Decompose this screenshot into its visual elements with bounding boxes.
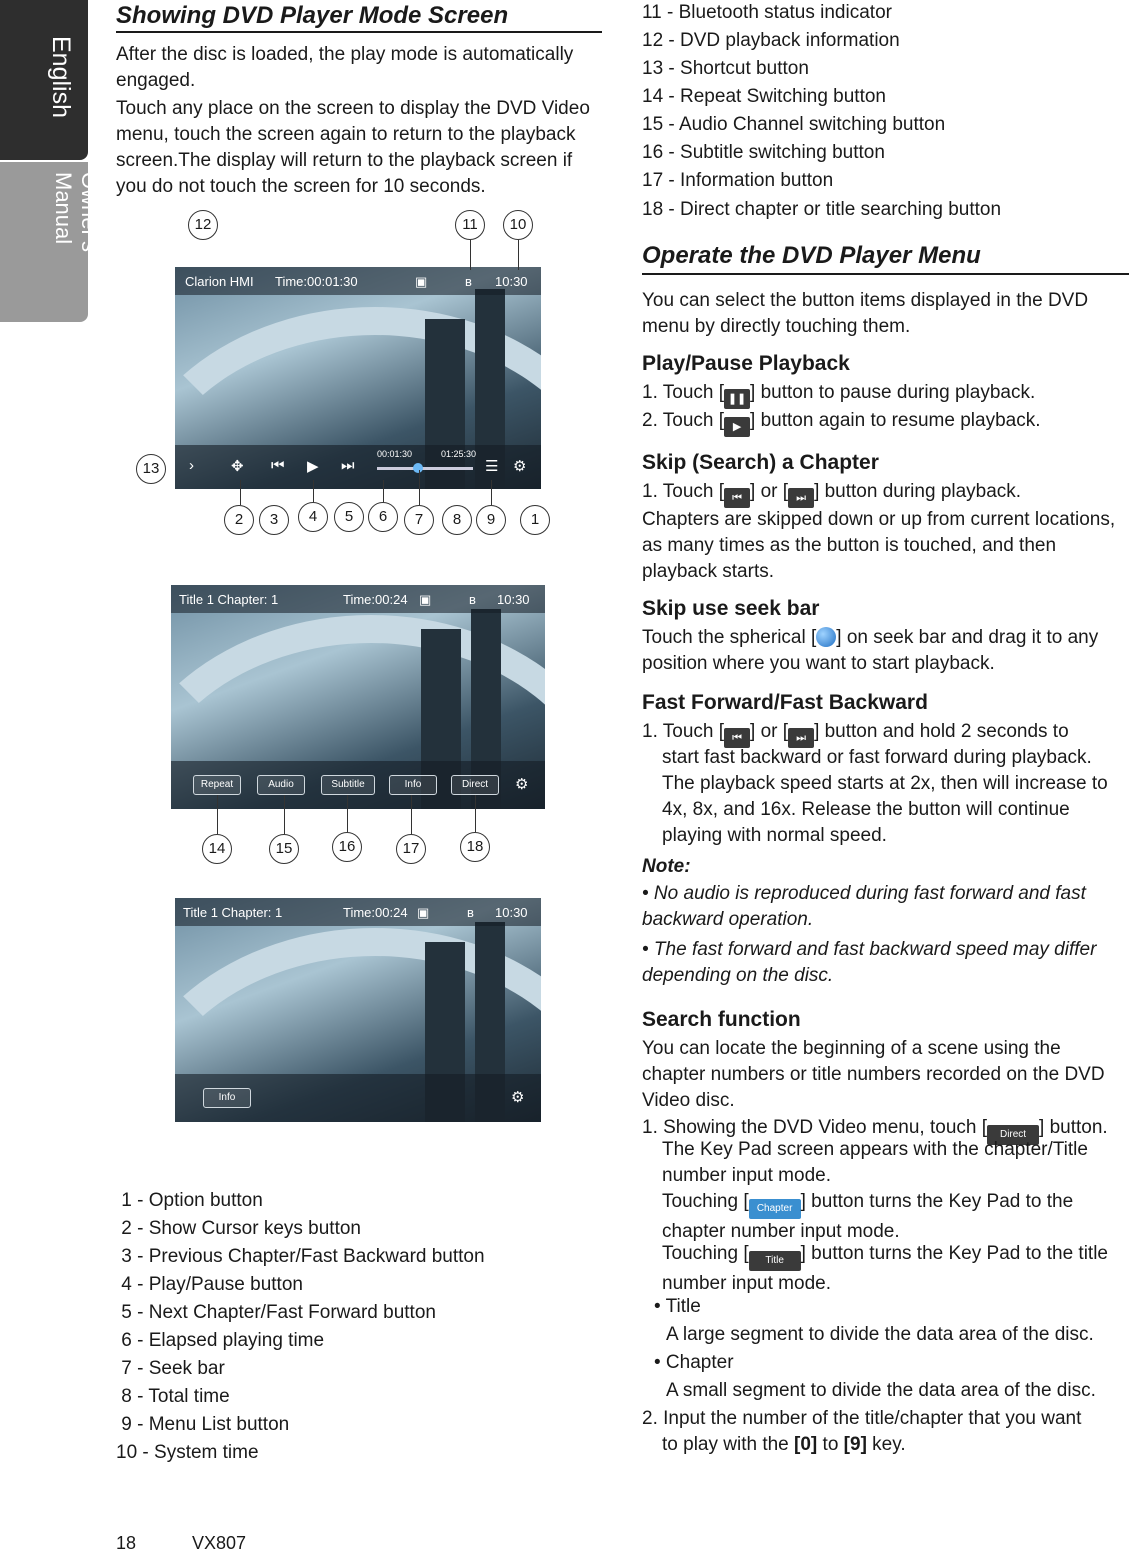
callout-14: 14 bbox=[202, 834, 232, 864]
title-button-icon: Title bbox=[749, 1251, 801, 1271]
system-clock: 10:30 bbox=[497, 592, 530, 607]
legend-item: 9 - Menu List button bbox=[116, 1414, 290, 1435]
chapter-desc: A small segment to divide the data area of the disc. bbox=[666, 1380, 1096, 1401]
callout-6: 6 bbox=[368, 502, 398, 532]
callout-5: 5 bbox=[334, 502, 364, 532]
status-bar bbox=[175, 267, 541, 295]
callout-10: 10 bbox=[503, 210, 533, 240]
previous-icon: ⏮ bbox=[724, 728, 750, 748]
title-chapter-info: Title 1 Chapter: 1 bbox=[183, 905, 283, 920]
callout-8: 8 bbox=[442, 505, 472, 535]
seek-body: Touch the spherical [ ] on seek bar and drag it to any position where you want to start playback. bbox=[642, 627, 1099, 674]
gear-icon[interactable]: ⚙ bbox=[513, 458, 527, 475]
dvd-icon: ▣ bbox=[419, 592, 432, 607]
page-number: 18 bbox=[116, 1533, 137, 1549]
legend-item: 14 - Repeat Switching button bbox=[642, 86, 886, 107]
pause-icon: ❚❚ bbox=[724, 389, 750, 409]
legend-item: 18 - Direct chapter or title searching button bbox=[642, 199, 1002, 220]
chapter-bullet: • Chapter bbox=[654, 1352, 734, 1373]
dvd-screen-info bbox=[175, 898, 541, 1122]
chapter-button-icon: Chapter bbox=[749, 1199, 801, 1219]
direct-button[interactable]: Direct bbox=[451, 775, 499, 795]
repeat-button[interactable]: Repeat bbox=[193, 775, 241, 795]
title-chapter-info: Title 1 Chapter: 1 bbox=[179, 592, 279, 607]
direct-button-icon: Direct bbox=[987, 1125, 1039, 1145]
subtitle-button[interactable]: Subtitle bbox=[321, 775, 375, 795]
bluetooth-icon: ʙ bbox=[467, 905, 474, 920]
seek-handle[interactable] bbox=[413, 463, 423, 473]
skip-step-1: 1. Touch [ ⏮ ] or [ ⏭ ] button during playback. bbox=[642, 479, 1021, 508]
shortcut-icon[interactable]: › bbox=[189, 457, 194, 474]
bluetooth-icon: ʙ bbox=[469, 592, 476, 607]
callout-3: 3 bbox=[259, 505, 289, 535]
legend-item: 1 - Option button bbox=[116, 1190, 263, 1211]
next-icon[interactable]: ⏭ bbox=[341, 457, 355, 474]
menu-list-icon[interactable]: ☰ bbox=[485, 458, 499, 475]
callout-1: 1 bbox=[520, 505, 550, 535]
legend-item: 8 - Total time bbox=[116, 1386, 230, 1407]
seek-heading: Skip use seek bar bbox=[642, 597, 820, 620]
playback-time: Time:00:24 bbox=[343, 592, 408, 607]
callout-11: 11 bbox=[455, 210, 485, 240]
search-step-1-body: The Key Pad screen appears with the chapter/Title number input mode. bbox=[662, 1139, 1088, 1186]
callout-13: 13 bbox=[136, 454, 166, 484]
callout-15: 15 bbox=[269, 834, 299, 864]
search-intro: You can locate the beginning of a scene using the chapter numbers or title numbers recorded on the DVD Video disc. bbox=[642, 1038, 1105, 1111]
legend-item: 7 - Seek bar bbox=[116, 1358, 225, 1379]
note-heading: Note: bbox=[642, 856, 691, 877]
search-step-2-cont: to play with the [0] to [9] key. bbox=[662, 1434, 906, 1455]
legend-item: 16 - Subtitle switching button bbox=[642, 142, 885, 163]
title-bullet: • Title bbox=[654, 1296, 701, 1317]
callout-17: 17 bbox=[396, 834, 426, 864]
playback-time: Time:00:01:30 bbox=[275, 274, 358, 289]
tab-english-label: English bbox=[47, 36, 75, 118]
dvd-icon: ▣ bbox=[415, 274, 428, 289]
callout-18: 18 bbox=[460, 832, 490, 862]
elapsed-time: 00:01:30 bbox=[377, 449, 413, 459]
gear-icon[interactable]: ⚙ bbox=[515, 776, 529, 793]
legend-item: 13 - Shortcut button bbox=[642, 58, 809, 79]
dvd-screen-main bbox=[175, 267, 541, 489]
search-step-2: 2. Input the number of the title/chapter that you want bbox=[642, 1408, 1082, 1429]
legend-item: 11 - Bluetooth status indicator bbox=[642, 2, 892, 23]
play-step-1: 1. Touch [ ❚❚ ] button to pause during playback. bbox=[642, 380, 1035, 409]
bluetooth-icon: ʙ bbox=[465, 274, 472, 289]
system-clock: 10:30 bbox=[495, 274, 528, 289]
tab-owners-manual bbox=[0, 162, 102, 322]
ff-heading: Fast Forward/Fast Backward bbox=[642, 691, 928, 714]
skip-heading: Skip (Search) a Chapter bbox=[642, 451, 879, 474]
note-2: • The fast forward and fast backward speed may differ depending on the disc. bbox=[642, 939, 1097, 986]
note-1: • No audio is reproduced during fast forward and fast backward operation. bbox=[642, 883, 1086, 930]
legend-item: 12 - DVD playback information bbox=[642, 30, 900, 51]
section-rule bbox=[116, 31, 602, 33]
legend-item: 17 - Information button bbox=[642, 170, 834, 191]
tab-english bbox=[0, 0, 88, 160]
callout-2: 2 bbox=[224, 505, 254, 535]
previous-icon[interactable]: ⏮ bbox=[271, 457, 285, 474]
skip-body: Chapters are skipped down or up from current locations, as many times as the button is touched, and then playback starts. bbox=[642, 509, 1116, 582]
section-rule bbox=[642, 273, 1129, 275]
next-icon: ⏭ bbox=[788, 488, 814, 508]
callout-16: 16 bbox=[332, 832, 362, 862]
intro-paragraph-2: Touch any place on the screen to display the DVD Video menu, touch the screen again to return to the playback screen.The display will return to the playback screen if you do not touch the screen for 10 seconds. bbox=[116, 98, 590, 197]
search-step-1: 1. Showing the DVD Video menu, touch [ Direct ] button. bbox=[642, 1115, 1108, 1145]
dvd-icon: ▣ bbox=[417, 905, 430, 920]
model-number: VX807 bbox=[192, 1533, 247, 1549]
callout-7: 7 bbox=[404, 505, 434, 535]
total-time: 01:25:30 bbox=[441, 449, 477, 459]
info-button[interactable]: Info bbox=[389, 775, 437, 795]
ff-body: start fast backward or fast forward during playback. The playback speed starts at 2x, then will increase to 4x, 8x, and 16x. Release the button will continue playing with normal speed. bbox=[662, 747, 1108, 846]
ff-step-1: 1. Touch [ ⏮ ] or [ ⏭ ] button and hold 2 seconds to bbox=[642, 719, 1069, 748]
menu-intro: You can select the button items displayed in the DVD menu by directly touching them. bbox=[642, 290, 1089, 337]
section-title: Showing DVD Player Mode Screen bbox=[116, 2, 509, 29]
play-step-2: 2. Touch [ ▶ ] button again to resume playback. bbox=[642, 408, 1041, 437]
play-icon: ▶ bbox=[724, 417, 750, 437]
legend-item: 2 - Show Cursor keys button bbox=[116, 1218, 361, 1239]
next-icon: ⏭ bbox=[788, 728, 814, 748]
tab-manual-label: Owner's Manual bbox=[51, 172, 102, 252]
audio-button[interactable]: Audio bbox=[257, 775, 305, 795]
gear-icon[interactable]: ⚙ bbox=[511, 1089, 525, 1106]
dvd-screen-menu bbox=[171, 585, 545, 809]
control-bar bbox=[175, 445, 541, 489]
playback-time: Time:00:24 bbox=[343, 905, 408, 920]
brand-label: Clarion HMI bbox=[185, 274, 254, 289]
legend-item: 10 - System time bbox=[116, 1442, 259, 1463]
legend-item: 3 - Previous Chapter/Fast Backward button bbox=[116, 1246, 485, 1267]
intro-paragraph-1: After the disc is loaded, the play mode is automatically engaged. bbox=[116, 44, 574, 91]
seek-bar[interactable] bbox=[377, 467, 473, 470]
callout-4: 4 bbox=[298, 502, 328, 532]
info-button[interactable]: Info bbox=[203, 1088, 251, 1108]
seek-ball-icon bbox=[816, 627, 836, 647]
cursor-keys-icon[interactable]: ✥ bbox=[231, 458, 244, 475]
callout-12: 12 bbox=[188, 210, 218, 240]
play-pause-heading: Play/Pause Playback bbox=[642, 352, 850, 375]
chapter-touch-text: Touching [ Chapter ] button turns the Key Pad to the chapter number input mode. bbox=[662, 1191, 1074, 1242]
legend-item: 4 - Play/Pause button bbox=[116, 1274, 303, 1295]
search-heading: Search function bbox=[642, 1008, 801, 1031]
legend-item: 5 - Next Chapter/Fast Forward button bbox=[116, 1302, 436, 1323]
title-touch-text: Touching [ Title ] button turns the Key Pad to the title number input mode. bbox=[662, 1243, 1108, 1294]
play-icon[interactable]: ▶ bbox=[307, 458, 319, 475]
title-desc: A large segment to divide the data area of the disc. bbox=[666, 1324, 1094, 1345]
previous-icon: ⏮ bbox=[724, 488, 750, 508]
legend-item: 6 - Elapsed playing time bbox=[116, 1330, 325, 1351]
legend-item: 15 - Audio Channel switching button bbox=[642, 114, 946, 135]
system-clock: 10:30 bbox=[495, 905, 528, 920]
callout-9: 9 bbox=[476, 505, 506, 535]
menu-section-title: Operate the DVD Player Menu bbox=[642, 242, 981, 269]
